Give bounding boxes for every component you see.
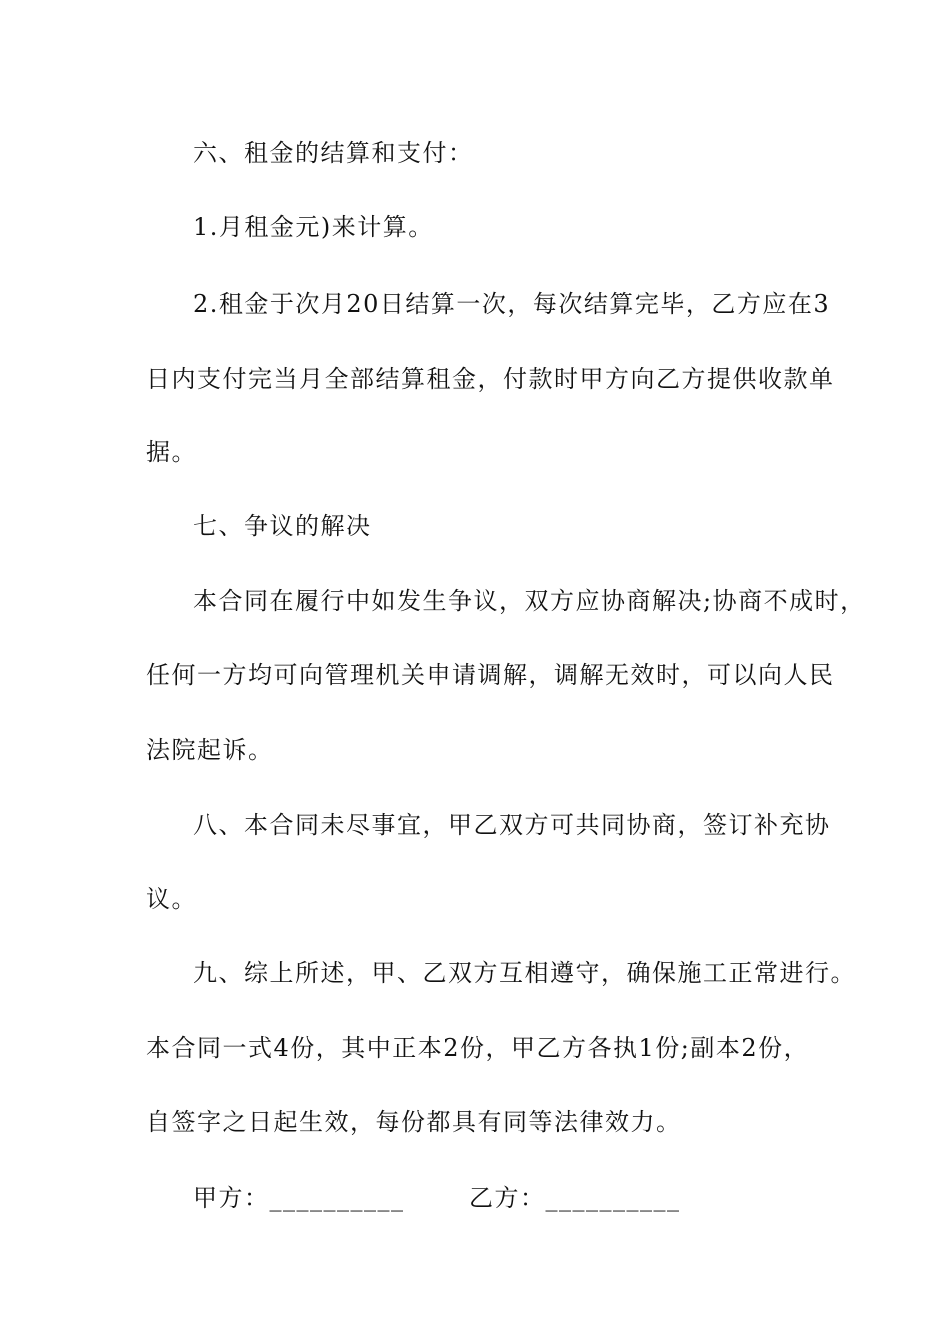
party-a-label: 甲方： bbox=[193, 1184, 270, 1212]
party-a-signature bbox=[193, 1183, 405, 1213]
section-9-line-1: 九、综上所述，甲、乙双方互相遵守，确保施工正常进行。 bbox=[193, 959, 856, 987]
section-6-heading: 六、租金的结算和支付： bbox=[193, 139, 474, 167]
dispute-clause-line-1: 本合同在履行中如发生争议，双方应协商解决;协商不成时， bbox=[193, 587, 866, 615]
rent-clause-2-line-2: 日内支付完当月全部结算租金，付款时甲方向乙方提供收款单 bbox=[146, 365, 835, 393]
rent-clause-2-line-3: 据。 bbox=[146, 438, 197, 466]
party-b-label: 乙方： bbox=[469, 1184, 546, 1212]
party-a-signature-blank: __________ bbox=[269, 1184, 405, 1212]
party-b-signature bbox=[469, 1183, 681, 1213]
section-9-line-2: 本合同一式4份，其中正本2份，甲乙方各执1份;副本2份， bbox=[146, 1034, 810, 1062]
rent-clause-2-line-1: 2.租金于次月20日结算一次，每次结算完毕，乙方应在3 bbox=[193, 290, 831, 318]
section-7-heading: 七、争议的解决 bbox=[193, 512, 372, 540]
section-8-line-1: 八、本合同未尽事宜，甲乙双方可共同协商，签订补充协 bbox=[193, 811, 831, 839]
dispute-clause-line-2: 任何一方均可向管理机关申请调解，调解无效时，可以向人民 bbox=[146, 661, 835, 689]
section-8-line-2: 议。 bbox=[146, 885, 197, 913]
section-9-line-3: 自签字之日起生效，每份都具有同等法律效力。 bbox=[146, 1108, 682, 1136]
rent-clause-1: 1.月租金元)来计算。 bbox=[193, 213, 434, 241]
party-b-signature-blank: __________ bbox=[545, 1184, 681, 1212]
dispute-clause-line-3: 法院起诉。 bbox=[146, 736, 274, 764]
